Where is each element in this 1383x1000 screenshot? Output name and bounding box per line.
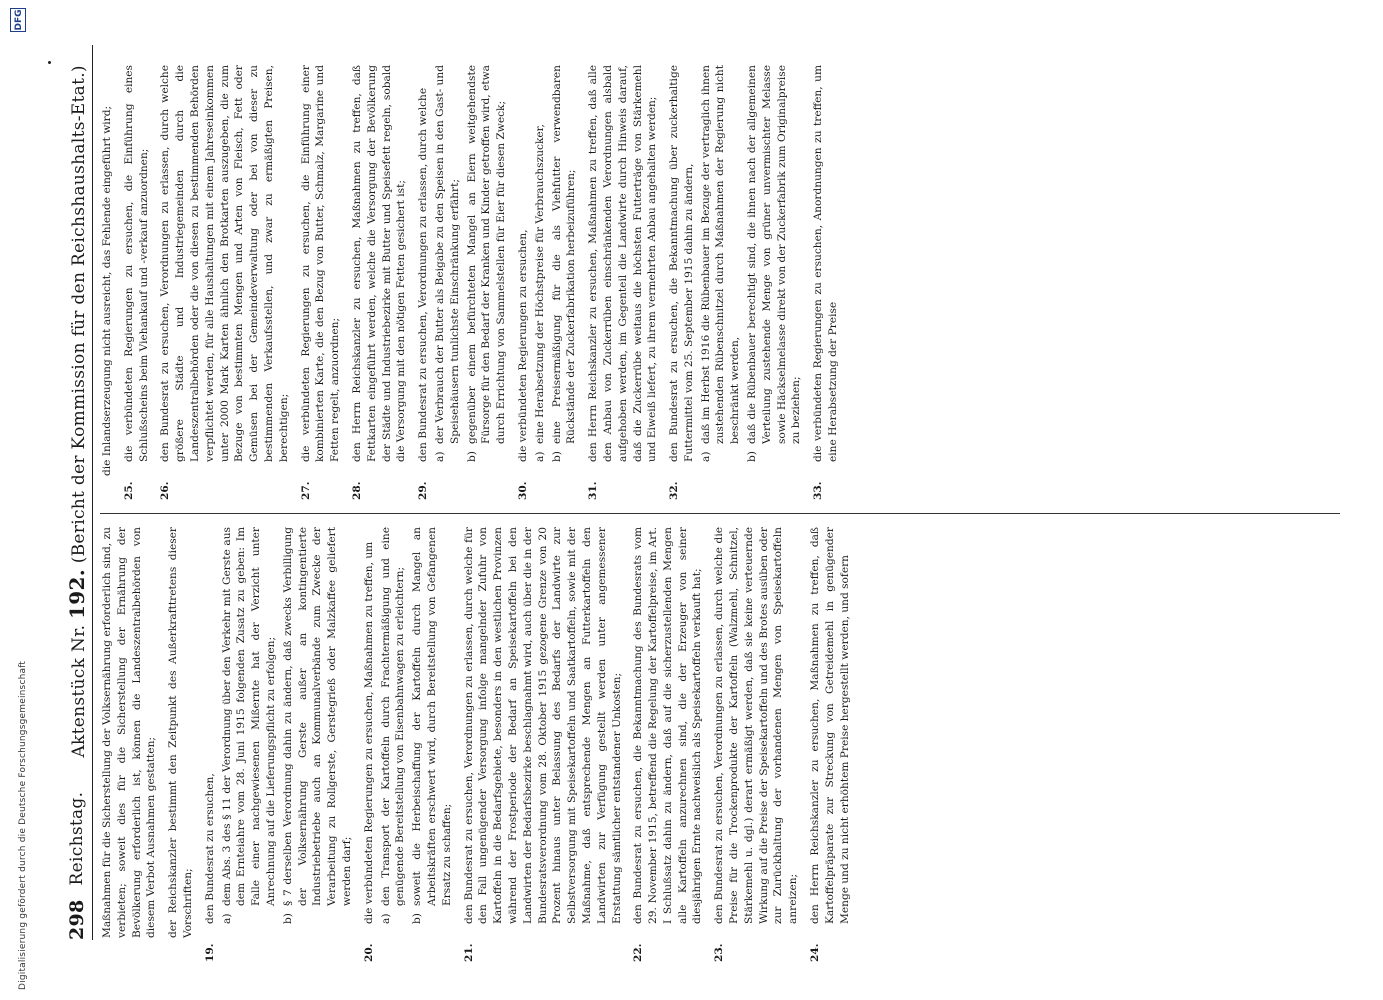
document-number: 192. <box>65 569 89 619</box>
paragraph-number: 32. <box>668 481 681 500</box>
digitization-strip <box>0 0 40 1000</box>
paragraph-number: 25. <box>122 481 135 500</box>
paragraph <box>808 527 852 962</box>
left-column <box>100 527 1340 962</box>
page-number: 298 <box>66 899 88 940</box>
text-columns <box>100 42 1340 962</box>
paragraph-text: die verbündeten Regierungen zu ersuchen, <box>516 229 529 462</box>
paragraph-number: 21. <box>462 943 475 962</box>
paragraph-number: 19. <box>203 943 216 962</box>
sub-item-label: a) <box>699 451 712 462</box>
paragraph-number: 31. <box>587 481 600 500</box>
paragraph <box>712 527 801 962</box>
paragraph-number: 23. <box>713 943 726 962</box>
paragraph-text: die verbündeten Regierungen zu ersuchen, die Einführung eines Schlußscheins beim Viehankauf und -verkauf anzuordnen; <box>122 65 150 462</box>
paragraph <box>122 65 152 500</box>
paragraph <box>586 65 660 500</box>
paragraph <box>667 65 804 500</box>
sub-item-text: dem Abs. 3 des § 11 der Verordnung über den Verkehr mit Gerste aus dem Ernteiahre vom 28. Juni 1915 folgenden Zusatz zu geben: Im Falle einer nachgewiesenen Mißernte hat der Verzicht unter Anrechnung auf die Lieferungspflicht zu erfolgen; <box>220 527 277 906</box>
paragraph <box>631 527 705 962</box>
paragraph-text: die verbündeten Regierungen zu ersuchen, Maßnahmen zu treffen, um <box>362 541 375 924</box>
page-header <box>62 45 93 940</box>
sub-item <box>533 65 548 462</box>
sub-item-label: a) <box>220 913 233 924</box>
paragraph-text: die verbündeten Regierungen zu ersuchen, die Einführung einer kombinierten Karte, die den Bezug von Butter, Schmalz, Margarine und Fetten regelt, anzuordnen; <box>299 65 342 462</box>
sub-item-label: a) <box>533 451 546 462</box>
paragraph <box>166 527 196 962</box>
sub-item <box>465 65 509 462</box>
column-divider <box>100 513 1340 514</box>
digitization-note: Digitalisierung gefördert durch die Deutsche Forschungsgemeinschaft <box>18 660 28 990</box>
paragraph-number: 28. <box>350 481 363 500</box>
paragraph-text: den Bundesrat zu ersuchen, Verordnungen zu erlassen, durch welche für den Fall ungenügender Versorgung infolge mangelnder Zufuhr von Kartoffeln in die Bedarfsgebiete, besonders in den westlichen Provinzen während der Frostperiode der Bedarf an Speisekartoffeln bei den Landwirten der Bedarfsbezirke beschlagnahmt wird, auch über die in der Bundesratsverordnung vom 28. Oktober 1915 gezogene Grenze von 20 Prozent hinaus unter Belassung des Bedarfs der Landwirte zur Selbstversorgung mit Speisekartoffeln und Saatkartoffeln, sowie mit der Maßnahme, daß entsprechende Mengen an Futterkartoffeln den Landwirten zur Verfügung gestellt werden unter angemessener Erstattung sämtlicher entstandener Unkosten; <box>462 527 623 924</box>
paragraph <box>362 527 455 962</box>
paragraph-text: den Bundesrat zu ersuchen, <box>203 773 216 924</box>
paragraph-text: Maßnahmen für die Sicherstellung der Volksernährung erforderlich sind, zu verbieten; soweit dies für die Sicherstellung der Ernährung der Bevölkerung erforderlich ist, können die Landeszentralbehörden von diesem Verbot Ausnahmen gestatten; <box>101 527 158 938</box>
sub-item <box>745 65 804 462</box>
sub-item-label: b) <box>465 451 478 462</box>
paragraph-text: den Bundesrat zu ersuchen, Verordnungen zu erlassen, durch welche die Preise für die Trockenprodukte der Kartoffeln (Walzmehl, Schnitzel, Stärkemehl u. dgl.) derart ermäßigt werden, daß sie keine verteuernde Wirkung auf die Preise der Speisekartoffeln und des Brotes ausüben oder zur Zurückhaltung der vorhandenen Mengen von Speisekartoffeln anreizen; <box>713 527 800 924</box>
sub-item-label: a) <box>433 451 446 462</box>
sub-item <box>220 527 279 924</box>
header-right: (Bericht der Kommission für den Reichshaushalts-Etat.) <box>69 65 89 564</box>
sub-item-label: b) <box>411 913 424 924</box>
stray-mark <box>48 61 51 64</box>
paragraph-number: 22. <box>632 943 645 962</box>
right-column <box>100 65 1340 500</box>
sub-item <box>433 65 463 462</box>
sub-item-text: daß die Rübenbauer berechtigt sind, die ihnen nach der allgemeinen Verteilung zustehende Menge von grüner unvermischter Melasse sowie Häckselmelasse direkt von der Zuckerfabrik zum Originalpreise zu beziehen; <box>746 65 803 444</box>
paragraph-text: den Herrn Reichskanzler zu ersuchen, Maßnahmen zu treffen, daß alle den Anbau von Zuckerrüben einschränkenden Verordnungen alsbald aufgehoben werden, im Gegenteil die Landwirte durch Hinweis darauf, daß die Zuckerrübe weitaus die höchsten Futterträge von Stärkemehl und Eiweiß liefert, zu ihrem vermehrten Anbau angehalten werden; <box>587 65 659 462</box>
sub-item-text: der Verbrauch der Butter als Beigabe zu den Speisen in den Gast- und Speisehäusern tunlichste Einschränkung erfährt; <box>433 65 461 444</box>
paragraph <box>350 65 409 500</box>
sub-item-label: a) <box>379 913 392 924</box>
document-label: Aktenstück Nr. <box>69 624 89 758</box>
paragraph-text: den Bundesrat zu ersuchen, die Bekanntmachung über zuckerhaltige Futtermittel vom 25. September 1915 dahin zu ändern, <box>668 65 695 462</box>
sub-item <box>550 65 580 462</box>
sub-item-label: b) <box>550 451 563 462</box>
paragraph <box>811 65 841 500</box>
header-left: Reichstag. <box>67 791 87 886</box>
dfg-logo-icon: DFG <box>10 8 26 32</box>
sub-item <box>699 65 743 462</box>
header-center <box>65 45 89 778</box>
paragraph-text: den Bundesrat zu ersuchen, die Bekanntmachung des Bundesrats vom 29. November 1915, betreffend die Regelung der Kartoffelpreise, im Art. I Schlußsatz dahin zu ändern, daß auf die sicherzustellenden Mengen alle Kartoffeln anzurechnen sind, die der Erzeuger von seiner diesjährigen Ernte nachweislich als Speisekartoffeln verkauft hat; <box>632 527 704 924</box>
sub-item-text: daß im Herbst 1916 die Rübenbauer im Bezuge der vertraglich ihnen zustehenden Rübenschnitzel durch Maßnahmen der Regierung nicht beschränkt werden, <box>699 65 742 444</box>
paragraph-text: den Herrn Reichskanzler zu ersuchen, Maßnahmen zu treffen, daß Kartoffelpräparate zur Streckung von Getreidemehl in genügender Menge und zu nicht erhöhtem Preise hergestellt werden, und sofern <box>809 527 851 924</box>
paragraph-text: den Herrn Reichskanzler zu ersuchen, Maßnahmen zu treffen, daß Fettkarten eingeführt werden, welche die Versorgung der Bevölkerung der Städte und Industriebezirke mit Butter und Speisefett regeln, sobald die Versorgung mit den nötigen Fetten gesichert ist; <box>350 65 408 462</box>
sub-item-text: soweit die Herbeischaffung der Kartoffeln durch Mangel an Arbeitskräften erschwert wird, durch Bereitstellung von Gefangenen Ersatz zu schaffen; <box>411 527 453 906</box>
paragraph <box>516 65 579 500</box>
paragraph-number: 33. <box>812 481 825 500</box>
paragraph <box>299 65 343 500</box>
paragraph-number: 20. <box>362 943 375 962</box>
paragraph-text: den Bundesrat zu ersuchen, Verordnungen zu erlassen, durch welche <box>417 87 430 462</box>
sub-item-text: den Transport der Kartoffeln durch Frachtermäßigung und eine genügende Bereitstellung von Eisenbahnwagen zu erleichtern; <box>379 527 407 906</box>
sub-item-text: eine Herabsetzung der Höchstpreise für Verbrauchszucker, <box>533 124 546 444</box>
sub-item <box>379 527 409 924</box>
paragraph <box>462 527 625 962</box>
sub-item <box>281 527 355 924</box>
paragraph-text: den Bundesrat zu ersuchen, Verordnungen zu erlassen, durch welche größere Städte und Industriegemeinden durch die Landeszentralbehörden oder die von diesen zu bestimmenden Behörden verpflichtet werden, für alle Haushaltungen mit einem Jahreseinkommen unter 2000 Mark Karten ähnlich den Brotkarten auszugeben, die zum Bezuge von bestimmten Mengen und Arten von Fleisch, Fett oder Gemüsen bei der Gemeindeverwaltung oder bei von dieser zu bestimmenden Verkaufsstellen, und zwar zu ermäßigten Preisen, berechtigen; <box>159 65 290 462</box>
sub-item <box>410 527 454 924</box>
sub-item-label: b) <box>746 451 759 462</box>
paragraph <box>416 65 509 500</box>
paragraph-text: die verbündeten Regierungen zu ersuchen, Anordnungen zu treffen, um eine Herabsetzung der Preise <box>812 65 840 462</box>
paragraph <box>158 65 291 500</box>
sub-item-label: b) <box>281 913 294 924</box>
paragraph-number: 26. <box>159 481 172 500</box>
paragraph-text: die Inlandserzeugung nicht ausreicht, das Fehlende eingeführt wird; <box>101 105 113 476</box>
sub-item-text: eine Preisermäßigung für die als Viehfutter verwendbaren Rückstände der Zuckerfabrikation herbeizuführen; <box>550 65 578 444</box>
paragraph-number: 29. <box>417 481 430 500</box>
paragraph-number: 30. <box>516 481 529 500</box>
paragraph <box>100 65 115 500</box>
sub-item-text: § 7 derselben Verordnung dahin zu ändern, daß zwecks Verbilligung der Volksernährung Gerste außer an kontingentierte Industriebetriebe auch an Kommunalverbände zum Zwecke der Verarbeitung zu Rollgerste, Gerstegrieß oder Malzkaffee geliefert werden darf; <box>281 527 353 906</box>
paragraph-number: 27. <box>299 481 312 500</box>
paragraph <box>100 527 159 962</box>
paragraph-text: der Reichskanzler bestimmt den Zeitpunkt des Außerkrafttretens dieser Vorschriften; <box>167 527 194 938</box>
paragraph <box>203 527 355 962</box>
paragraph-number: 24. <box>809 943 822 962</box>
sub-item-text: gegenüber einem befürchteten Mangel an Eiern weitgehendste Fürsorge für den Bedarf der Kranken und Kinder getroffen wird, etwa durch Errichtung von Sammelstellen für Eier für diesen Zweck; <box>465 65 508 444</box>
